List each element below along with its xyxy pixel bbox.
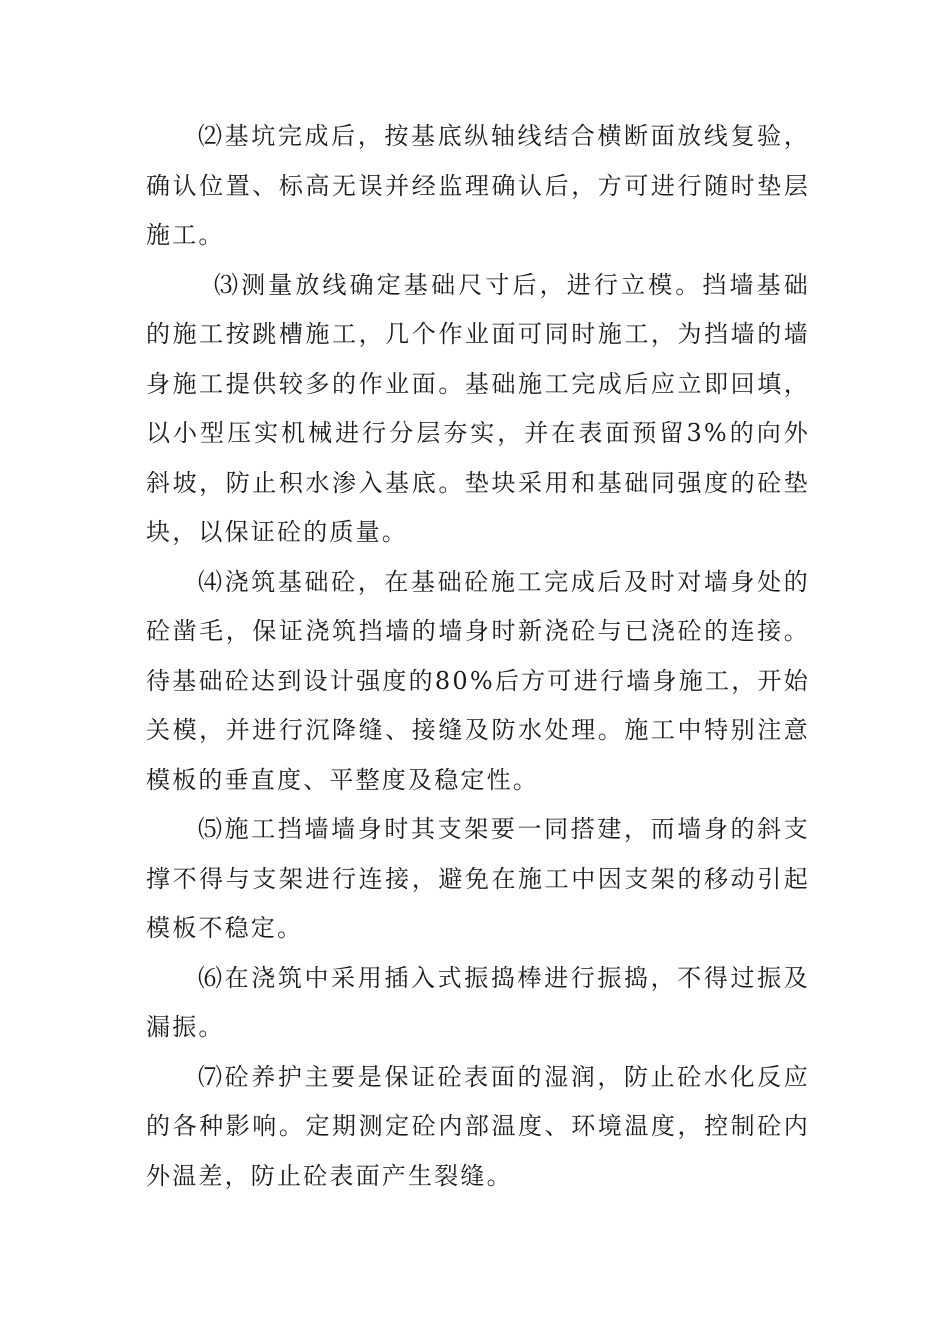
paragraph-step-3: ⑶测量放线确定基础尺寸后，进行立模。挡墙基础的施工按跳槽施工，几个作业面可同时施工，为挡墙的墙身施工提供较多的作业面。基础施工完成后应立即回填，以小型压实机械进行分层夯实，并在表面预留3%的向外斜坡，防止积水渗入基底。垫块采用和基础同强度的砼垫块，以保证砼的质量。 [146,270,810,546]
paragraph-step-2: ⑵基坑完成后，按基底纵轴线结合横断面放线复验，确认位置、标高无误并经监理确认后，方可进行随时垫层施工。 [146,122,810,249]
paragraph-step-7: ⑺砼养护主要是保证砼表面的湿润，防止砼水化反应的各种影响。定期测定砼内部温度、环境温度，控制砼内外温差，防止砼表面产生裂缝。 [146,1062,810,1190]
document-body [146,112,810,1201]
paragraph-step-6: ⑹在浇筑中采用插入式振捣棒进行振捣，不得过振及漏振。 [146,963,810,1041]
paragraph-step-4: ⑷浇筑基础砼，在基础砼施工完成后及时对墙身处的砼凿毛，保证浇筑挡墙的墙身时新浇砼与已浇砼的连接。待基础砼达到设计强度的80%后方可进行墙身施工，开始关模，并进行沉降缝、接缝及防水处理。施工中特别注意模板的垂直度、平整度及稳定性。 [146,567,810,794]
paragraph-step-5: ⑸施工挡墙墙身时其支架要一同搭建，而墙身的斜支撑不得与支架进行连接，避免在施工中因支架的移动引起模板不稳定。 [146,815,810,942]
